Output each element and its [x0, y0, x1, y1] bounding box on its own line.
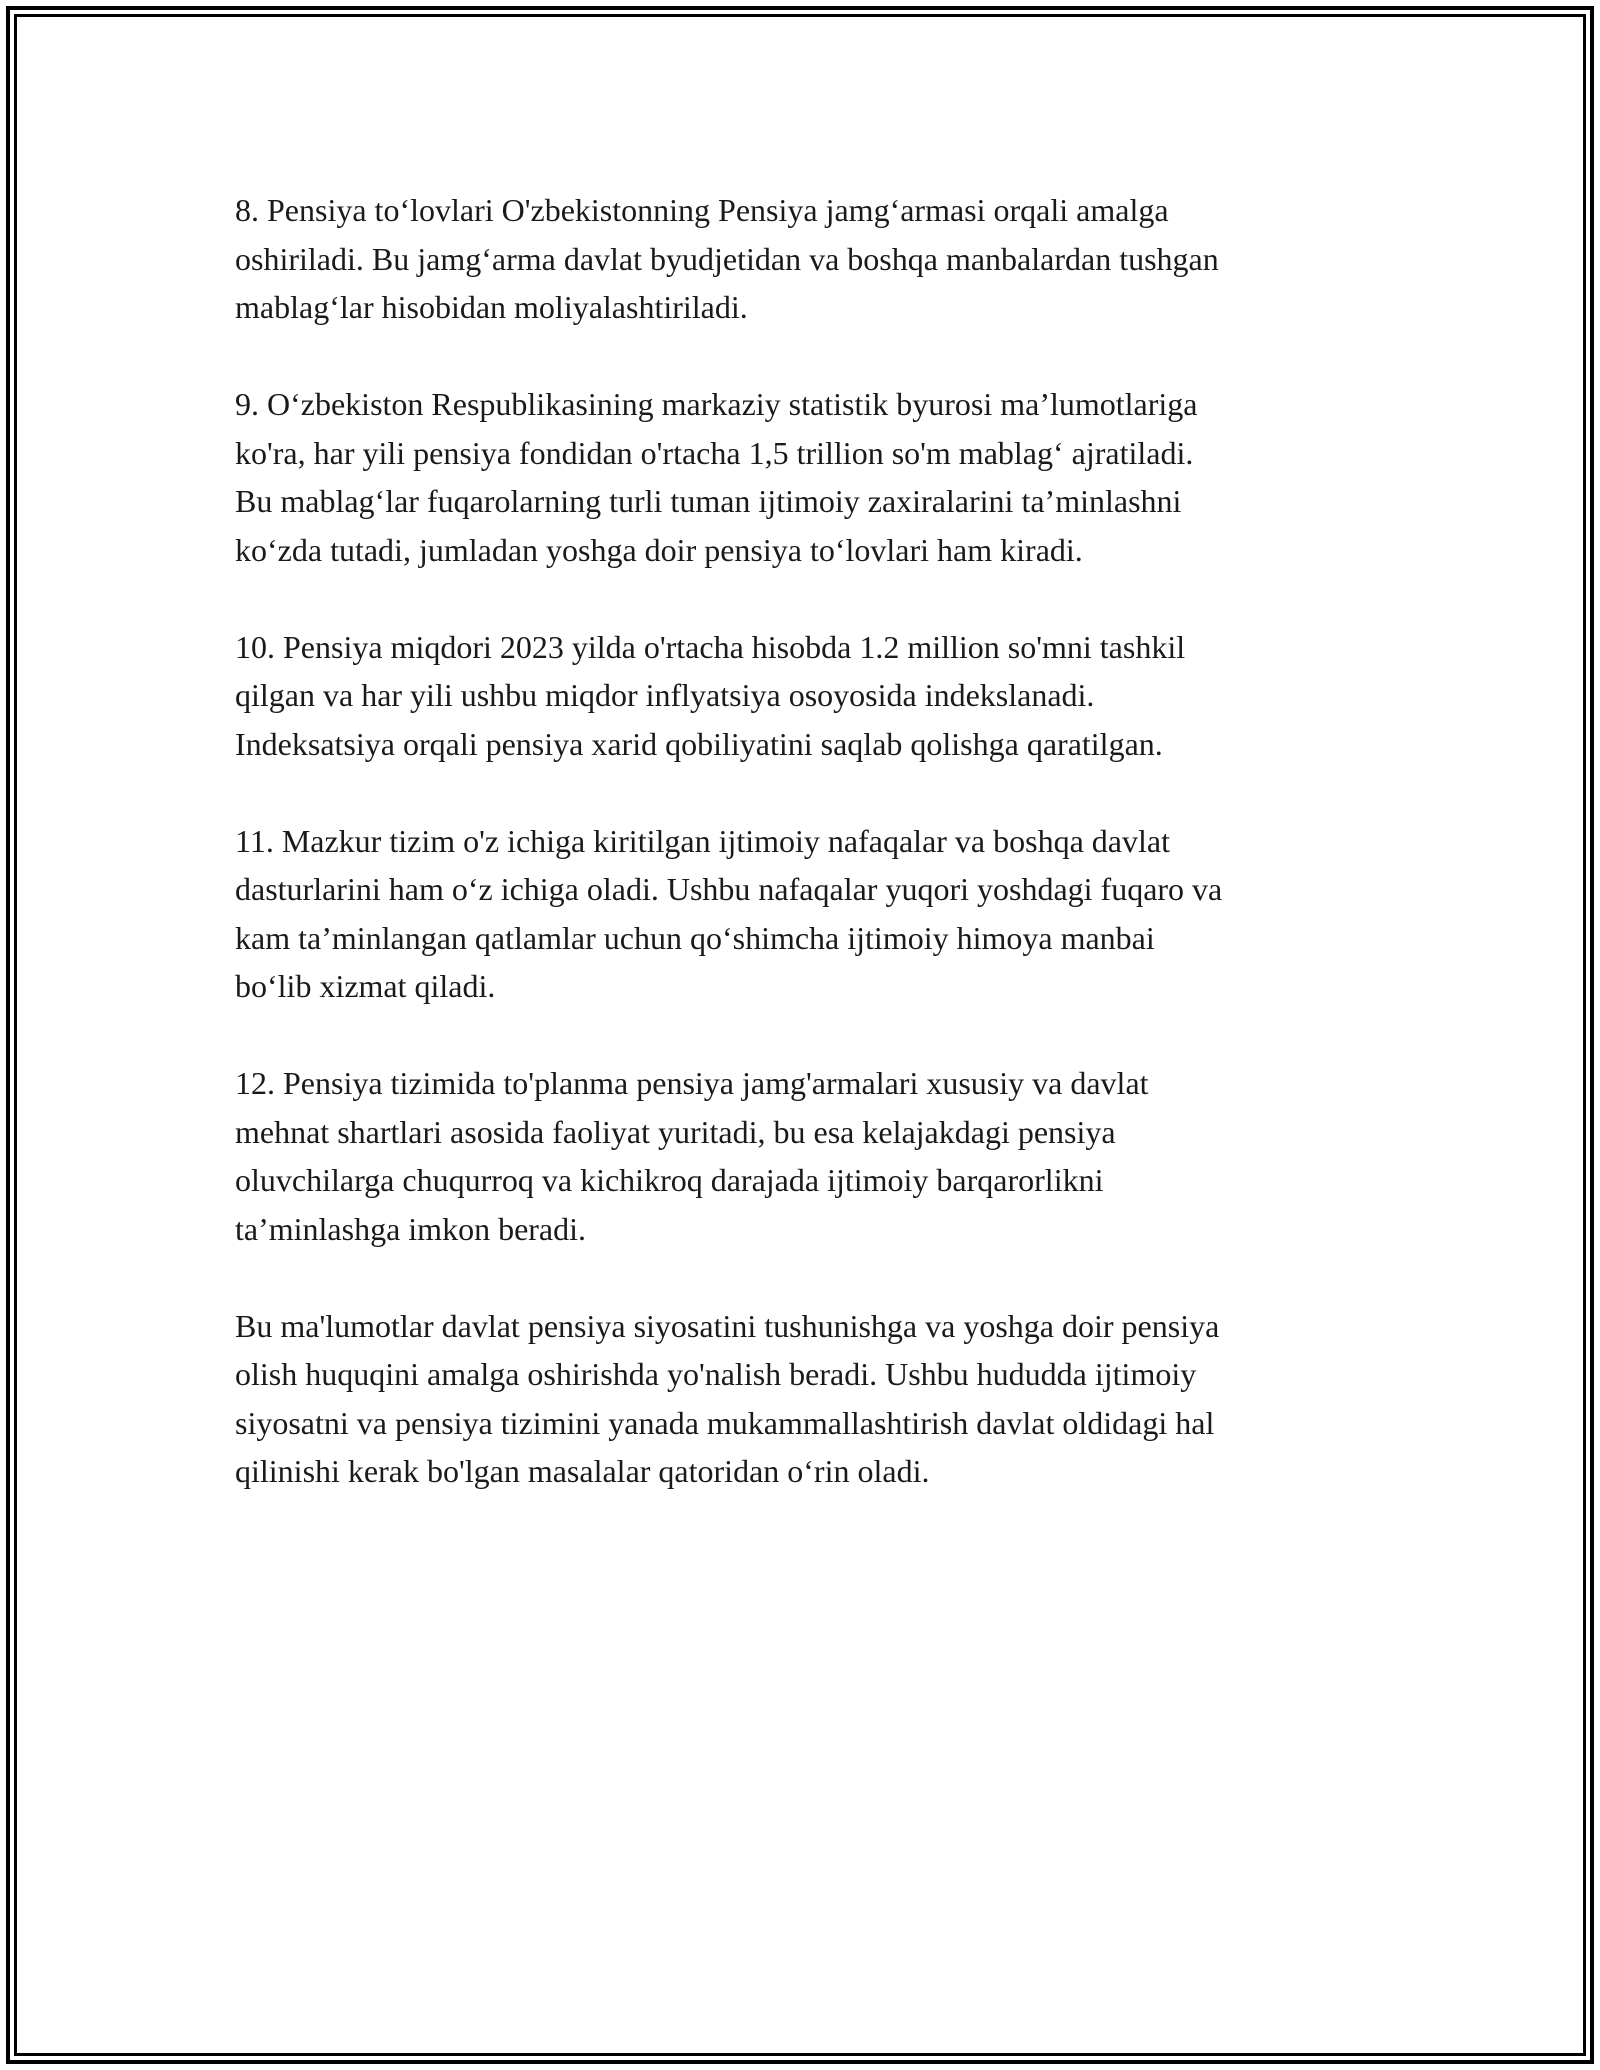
text-line: Indeksatsiya orqali pensiya xarid qobiliyatini saqlab qolishga qaratilgan.: [235, 725, 1163, 762]
text-line: bo‘lib xizmat qiladi.: [235, 968, 496, 1004]
text-line: 10. Pensiya miqdori 2023 yilda o'rtacha hisobda 1.2 million so'mni tashkil: [235, 628, 1186, 665]
text-line: oshiriladi. Bu jamg‘arma davlat byudjetidan va boshqa manbalardan tushgan: [235, 240, 1219, 277]
text-line: 8. Pensiya to‘lovlari O'zbekistonning Pensiya jamg‘armasi orqali amalga: [235, 192, 1169, 228]
text-line: 11. Mazkur tizim o'z ichiga kiritilgan ijtimoiy nafaqalar va boshqa davlat: [235, 822, 1170, 859]
text-line: qilgan va har yili ushbu miqdor inflyatsiya osoyosida indekslanadi.: [235, 677, 1095, 713]
paragraph-11: [235, 817, 1395, 1011]
paragraph-9: [235, 380, 1395, 574]
text-line: oluvchilarga chuqurroq va kichikroq darajada ijtimoiy barqarorlikni: [235, 1162, 1104, 1198]
text-line: mehnat shartlari asosida faoliyat yuritadi, bu esa kelajakdagi pensiya: [235, 1113, 1116, 1150]
paragraph-8: [235, 186, 1395, 332]
paragraph-conclusion: [235, 1302, 1395, 1496]
text-line: 12. Pensiya tizimida to'planma pensiya jamg'armalari xususiy va davlat: [235, 1065, 1149, 1101]
text-line: kam ta’minlangan qatlamlar uchun qo‘shimcha ijtimoiy himoya manbai: [235, 919, 1155, 956]
text-line: dasturlarini ham o‘z ichiga oladi. Ushbu nafaqalar yuqori yoshdagi fuqaro va: [235, 871, 1223, 907]
text-line: ko‘zda tutadi, jumladan yoshga doir pensiya to‘lovlari ham kiradi.: [235, 531, 1083, 568]
document-body: [235, 186, 1395, 1544]
text-line: ta’minlashga imkon beradi.: [235, 1210, 587, 1247]
text-line: olish huquqini amalga oshirishda yo'nalish beradi. Ushbu hududda ijtimoiy: [235, 1356, 1197, 1392]
paragraph-12: [235, 1059, 1395, 1253]
paragraph-10: [235, 623, 1395, 769]
text-line: qilinishi kerak bo'lgan masalalar qatoridan o‘rin oladi.: [235, 1453, 930, 1489]
text-line: mablag‘lar hisobidan moliyalashtiriladi.: [235, 289, 748, 325]
text-line: Bu ma'lumotlar davlat pensiya siyosatini tushunishga va yoshga doir pensiya: [235, 1307, 1220, 1344]
text-line: Bu mablag‘lar fuqarolarning turli tuman ijtimoiy zaxiralarini ta’minlashni: [235, 483, 1182, 519]
text-line: ko'ra, har yili pensiya fondidan o'rtacha 1,5 trillion so'm mablag‘ ajratiladi.: [235, 434, 1194, 471]
text-line: siyosatni va pensiya tizimini yanada mukammallashtirish davlat oldidagi hal: [235, 1404, 1215, 1441]
text-line: 9. O‘zbekiston Respublikasining markaziy statistik byurosi ma’lumotlariga: [235, 386, 1198, 422]
